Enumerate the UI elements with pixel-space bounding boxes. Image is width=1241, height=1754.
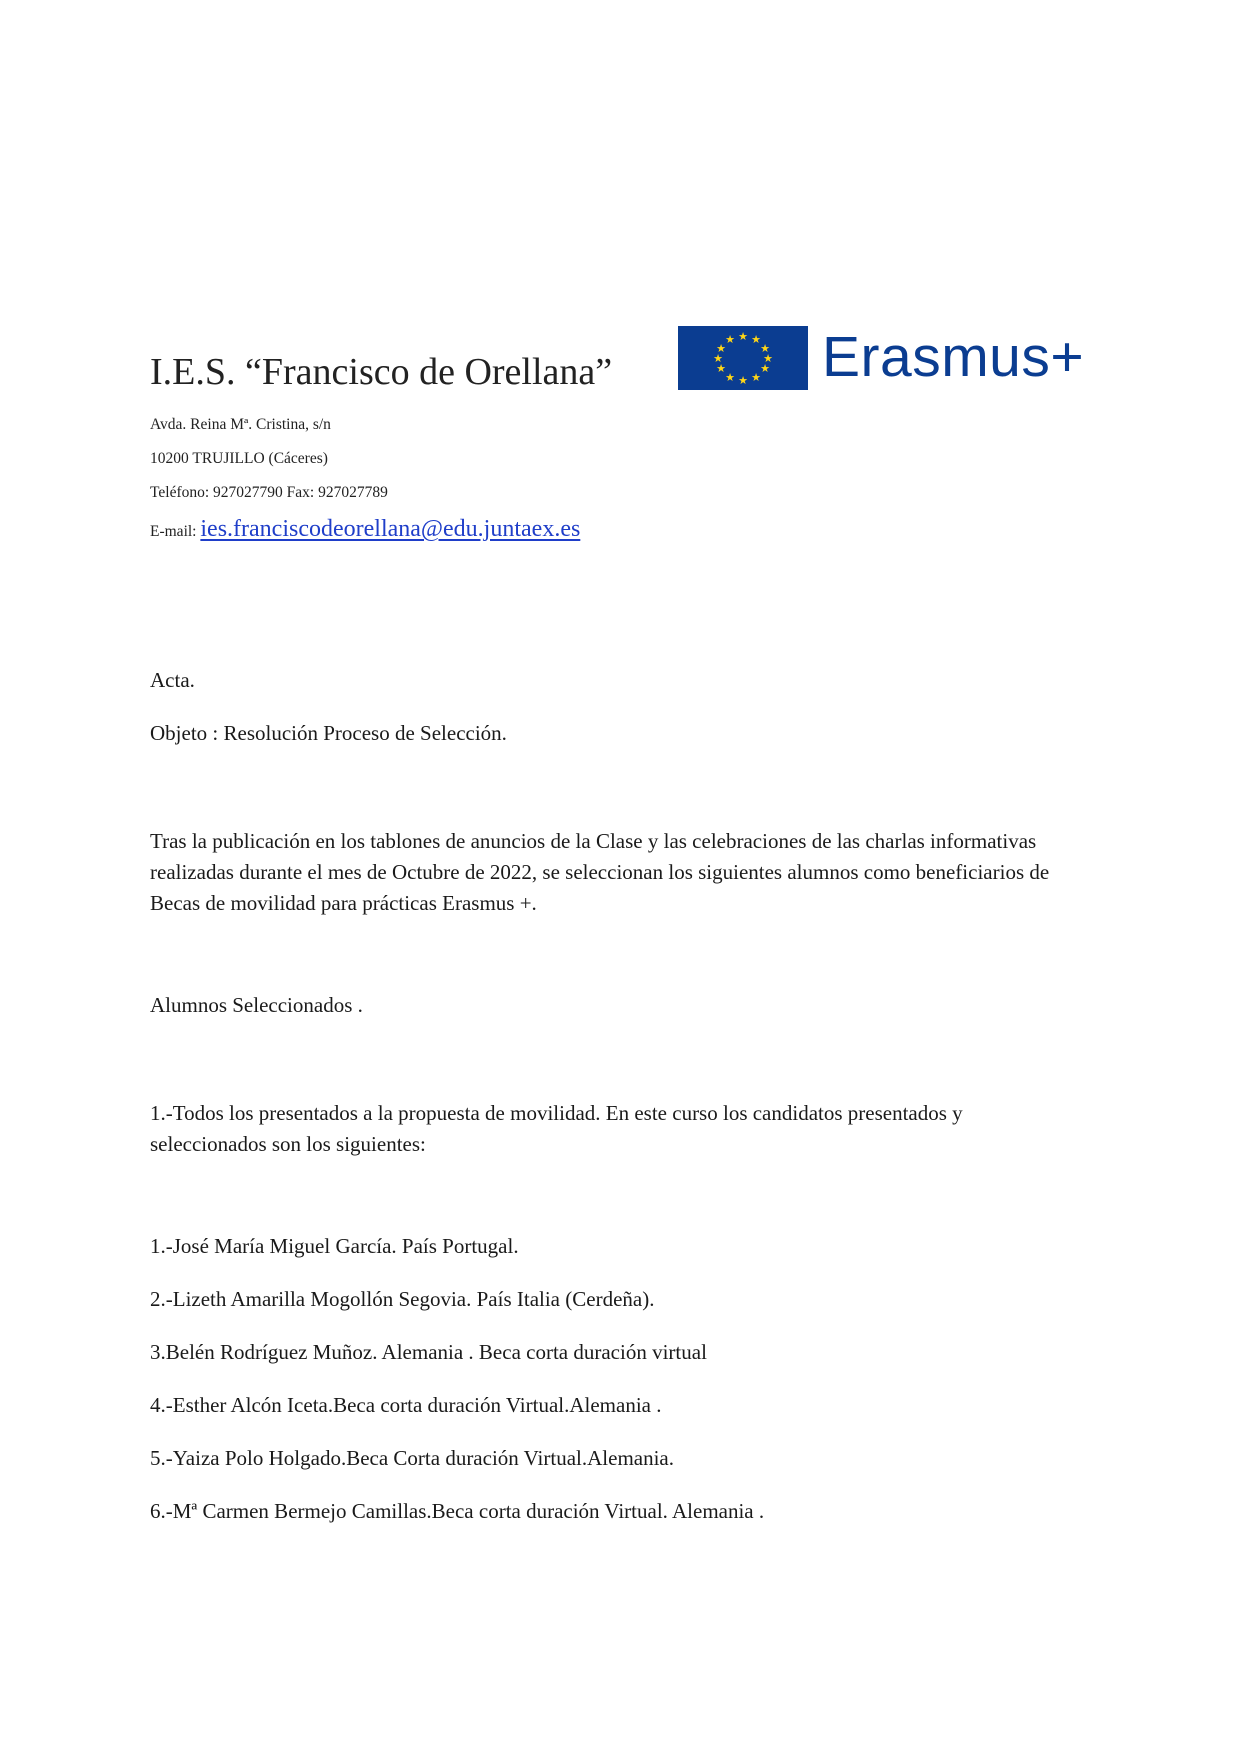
school-city: 10200 TRUJILLO (Cáceres)	[150, 450, 328, 467]
svg-text:★: ★	[725, 333, 735, 346]
svg-text:★: ★	[713, 352, 723, 365]
section-heading: Alumnos Seleccionados .	[150, 993, 363, 1017]
svg-text:★: ★	[760, 342, 770, 355]
svg-text:★: ★	[738, 330, 748, 343]
student-item: 5.-Yaiza Polo Holgado.Beca Corta duración Virtual.Alemania.	[150, 1446, 675, 1470]
email-link[interactable]: ies.franciscodeorellana@edu.juntaex.es	[200, 516, 581, 542]
svg-text:★: ★	[716, 342, 726, 355]
eu-stars-icon	[678, 326, 808, 390]
school-name: I.E.S. “Francisco de Orellana”	[150, 351, 613, 393]
school-phone-fax: Teléfono: 927027790 Fax: 927027789	[150, 484, 388, 501]
email-line	[150, 516, 580, 543]
document-subject: Objeto : Resolución Proceso de Selección.	[150, 721, 507, 745]
svg-text:★: ★	[760, 362, 770, 375]
svg-text:★: ★	[738, 374, 748, 387]
student-item: 1.-José María Miguel García. País Portugal.	[150, 1234, 519, 1258]
student-item: 2.-Lizeth Amarilla Mogollón Segovia. País Italia (Cerdeña).	[150, 1287, 655, 1311]
school-address: Avda. Reina Mª. Cristina, s/n	[150, 416, 331, 433]
student-item: 4.-Esther Alcón Iceta.Beca corta duración Virtual.Alemania .	[150, 1393, 662, 1417]
document-title: Acta.	[150, 668, 195, 692]
intro-paragraph: Tras la publicación en los tablones de anuncios de la Clase y las celebraciones de las charlas informativas realizadas durante el mes de Octubre de 2022, se seleccionan los siguientes alumnos como beneficiarios de Becas de movilidad para prácticas Erasmus +.	[150, 829, 1050, 915]
email-label: E-mail:	[150, 523, 201, 540]
svg-text:★: ★	[725, 371, 735, 384]
student-item: 6.-Mª Carmen Bermejo Camillas.Beca corta duración Virtual. Alemania .	[150, 1499, 765, 1523]
svg-text:★: ★	[751, 371, 761, 384]
erasmus-wordmark: Erasmus+	[822, 325, 1085, 389]
erasmus-logo	[678, 326, 1100, 390]
svg-text:★: ★	[763, 352, 773, 365]
svg-text:★: ★	[751, 333, 761, 346]
criteria-paragraph: 1.-Todos los presentados a la propuesta de movilidad. En este curso los candidatos presentados y seleccionados son los siguientes:	[150, 1101, 963, 1156]
svg-text:★: ★	[716, 362, 726, 375]
student-item: 3.Belén Rodríguez Muñoz. Alemania . Beca corta duración virtual	[150, 1340, 707, 1364]
eu-flag-icon	[678, 326, 808, 390]
